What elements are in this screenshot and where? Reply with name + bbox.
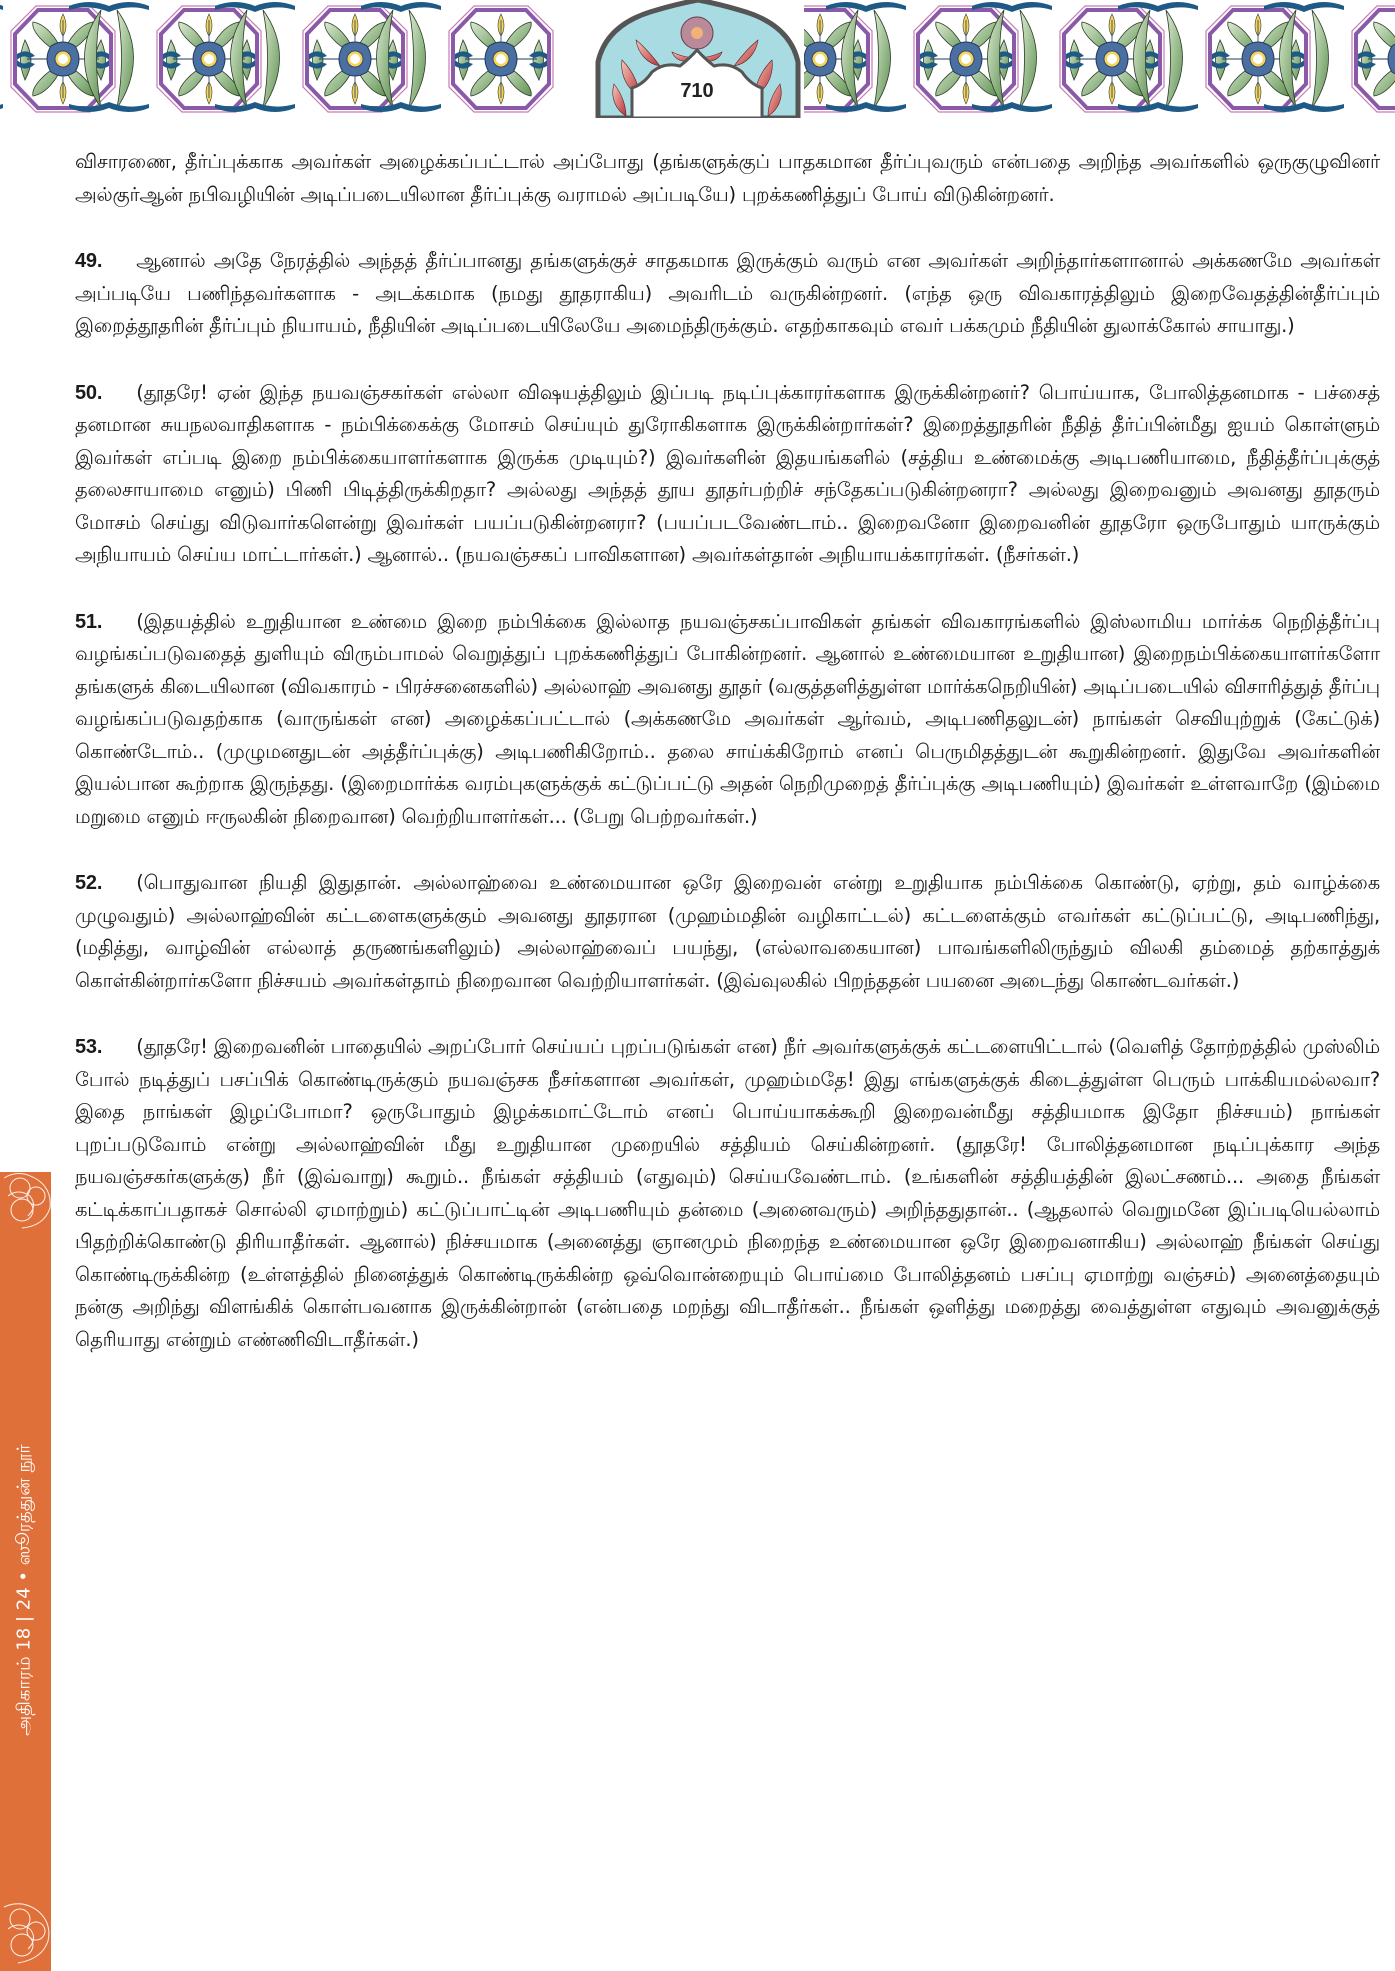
chapter-label: அதிகாரம் 18 | 24 • ஸூரத்துன் நூர்	[13, 1444, 35, 1736]
verse-49	[75, 245, 1380, 343]
verse-text: (இதயத்தில் உறுதியான உண்மை இறை நம்பிக்கை இல்லாத நயவஞ்சகப்பாவிகள் தங்கள் விவகாரங்களில் இஸ்லாமிய மார்க்க நெறித்தீர்ப்பு வழங்கப்படுவதைத் துளியும் விரும்பாமல் வெறுத்துப் புறக்கணித்துப் போகின்றனர். ஆனால் உண்மையான உறுதியான) இறைநம்பிக்கையாளர்களோ தங்களுக் கிடையிலான (விவகாரம் - பிரச்சனைகளில்) அல்லாஹ் அவனது தூதர் (வகுத்தளித்துள்ள மார்க்கநெறியின்) அடிப்படையில் விசாரித்துத் தீர்ப்பு வழங்கப்படுவதற்காக (வாருங்கள் என) அழைக்கப்பட்டால் (அக்கணமே அவர்கள் ஆர்வம், அடிபணிதலுடன்) நாங்கள் செவியுற்றுக் (கேட்டுக்) கொண்டோம்.. (முழுமனதுடன் அத்தீர்ப்புக்கு) அடிபணிகிறோம்.. தலை சாய்க்கிறோம் எனப் பெருமிதத்துடன் கூறுகின்றனர். இதுவே அவர்களின் இயல்பான கூற்றாக இருந்தது. (இறைமார்க்க வரம்புகளுக்குக் கட்டுப்பட்டு அதன் நெறிமுறைத் தீர்ப்புக்கு அடிபணியும்) இவர்கள் உள்ளவாறே (இம்மை மறுமை எனும் ஈருலகின் நிறைவான) வெற்றியாளர்கள்... (பேறு பெற்றவர்கள்.)	[75, 609, 1380, 828]
page-number: 710	[680, 80, 714, 102]
verse-number: 52.	[75, 872, 103, 894]
verse-text: (தூதரே! இறைவனின் பாதையில் அறப்போர் செய்யப் புறப்படுங்கள் என) நீர் அவர்களுக்குக் கட்டளையிட்டால் (வெளித் தோற்றத்தில் முஸ்லிம் போல் நடித்துப் பசப்பிக் கொண்டிருக்கும் நயவஞ்சக நீசர்களான அவர்கள், முஹம்மதே! இது எங்களுக்குக் கிடைத்துள்ள பெரும் பாக்கியமல்லவா? இதை நாங்கள் இழப்போமா? ஒருபோதும் இழக்கமாட்டோம் எனப் பொய்யாகக்கூறி இறைவன்மீது சத்தியமாக இதோ நிச்சயம்) நாங்கள் புறப்படுவோம் என்று அல்லாஹ்வின் மீது உறுதியான முறையில் சத்தியம் செய்கின்றனர். (தூதரே! போலித்தனமான நடிப்புக்கார அந்த நயவஞ்சகர்களுக்கு) நீர் (இவ்வாறு) கூறும்.. நீங்கள் சத்தியம் (எதுவும்) செய்யவேண்டாம். (உங்களின் சத்தியத்தின் இலட்சணம்... அதை நீங்கள் கட்டிக்காப்பதாகச் சொல்லி ஏமாற்றும்) கட்டுப்பாட்டின் அடிபணியும் தன்மை (அனைவரும்) அறிந்ததுதான்.. (ஆதலால் வெறுமனே இப்படியெல்லாம் பிதற்றிக்கொண்டு திரியாதீர்கள். ஆனால்) நிச்சயமாக (அனைத்து ஞானமும் நிறைந்த உண்மையான ஒரே இறைவனாகிய) அல்லாஹ் நீங்கள் செய்து கொண்டிருக்கின்ற (உள்ளத்தில் நினைத்துக் கொண்டிருக்கின்ற ஒவ்வொன்றையும் பொய்மை போலித்தனம் பசப்பு ஏமாற்று வஞ்சம்) அனைத்தையும் நன்கு அறிந்து விளங்கிக் கொள்பவனாக இருக்கின்றான் (என்பதை மறந்து விடாதீர்கள்.. நீங்கள் ஒளித்து மறைத்து வைத்துள்ள எதுவும் அவனுக்குத் தெரியாது என்றும் எண்ணிவிடாதீர்கள்.)	[75, 1035, 1380, 1351]
paragraph-continuation	[75, 146, 1380, 211]
verse-50	[75, 377, 1380, 572]
verse-52	[75, 867, 1380, 997]
lace-ornament-top	[0, 1166, 56, 1236]
verse-number: 49.	[75, 250, 103, 272]
verse-text: (பொதுவான நியதி இதுதான். அல்லாஹ்வை உண்மையான ஒரே இறைவன் என்று உறுதியாக நம்பிக்கை கொண்டு, ஏற்று, தம் வாழ்க்கை முழுவதும்) அல்லாஹ்வின் கட்டளைகளுக்கும் அவனது தூதரான (முஹம்மதின் வழிகாட்டல்) கட்டளைக்கும் எவர்கள் கட்டுப்பட்டு, அடிபணிந்து, (மதித்து, வாழ்வின் எல்லாத் தருணங்களிலும்) அல்லாஹ்வைப் பயந்து, (எல்லாவகையான) பாவங்களிலிருந்தும் விலகி தம்மைத் தற்காத்துக் கொள்கின்றார்களோ நிச்சயம் அவர்கள்தாம் நிறைவான வெற்றியாளர்கள். (இவ்வுலகில் பிறந்ததன் பயனை அடைந்து கொண்டவர்கள்.)	[75, 871, 1380, 992]
verse-number: 53.	[75, 1036, 103, 1058]
paragraph-text: விசாரணை, தீர்ப்புக்காக அவர்கள் அழைக்கப்பட்டால் அப்போது (தங்களுக்குப் பாதகமான தீர்ப்புவரும் என்பதை அறிந்த அவர்களில் ஒருகுழுவினர் அல்குர்ஆன் நபிவழியின் அடிப்படையிலான தீர்ப்புக்கு வராமல் அப்படியே) புறக்கணித்துப் போய் விடுகின்றனர்.	[75, 150, 1380, 206]
verse-text: (தூதரே! ஏன் இந்த நயவஞ்சகர்கள் எல்லா விஷயத்திலும் இப்படி நடிப்புக்காரர்களாக இருக்கின்றனர்? பொய்யாக, போலித்தனமாக - பச்சைத் தனமான சுயநலவாதிகளாக - நம்பிக்கைக்கு மோசம் செய்யும் துரோகிகளாக இருக்கின்றார்கள்? இறைத்தூதரின் நீதித் தீர்ப்பின்மீது ஐயம் கொள்ளும் இவர்கள் எப்படி இறை நம்பிக்கையாளர்களாக இருக்க முடியும்?) இவர்களின் இதயங்களில் (சத்திய உண்மைக்கு அடிபணியாமை, நீதித்தீர்ப்புக்குத் தலைசாயாமை எனும்) பிணி பிடித்திருக்கிறதா? அல்லது அந்தத் தூய தூதர்பற்றிச் சந்தேகப்படுகின்றனரா? அல்லது இறைவனும் அவனது தூதரும் மோசம் செய்து விடுவார்களென்று இவர்கள் பயப்படுகின்றனரா? (பயப்படவேண்டாம்.. இறைவனோ இறைவனின் தூதரோ ஒருபோதும் யாருக்கும் அநியாயம் செய்ய மாட்டார்கள்.) ஆனால்.. (நயவஞ்சகப் பாவிகளான) அவர்கள்தான் அநியாயக்காரர்கள். (நீசர்கள்.)	[75, 380, 1380, 566]
verse-number: 50.	[75, 381, 103, 404]
verse-text: ஆனால் அதே நேரத்தில் அந்தத் தீர்ப்பானது தங்களுக்குச் சாதகமாக இருக்கும் வரும் என அவர்கள் அறிந்தார்களானால் அக்கணமே அவர்கள் அப்படியே பணிந்தவர்களாக - அடக்கமாக (நமது தூதராகிய) அவரிடம் வருகின்றனர். (எந்த ஒரு விவகாரத்திலும் இறைவேதத்தின்தீர்ப்பும் இறைத்தூதரின் தீர்ப்பும் நியாயம், நீதியின் அடிப்படையிலேயே அமைந்திருக்கும். எதற்காகவும் எவர் பக்கமும் நீதியின் துலாக்கோல் சாயாது.)	[75, 249, 1380, 337]
verse-number: 51.	[75, 610, 103, 633]
lace-ornament-bottom	[0, 1897, 56, 1967]
verse-53	[75, 1031, 1380, 1356]
header-ornament-band	[0, 0, 1395, 118]
verse-51	[75, 606, 1380, 834]
page-content	[75, 146, 1380, 1390]
